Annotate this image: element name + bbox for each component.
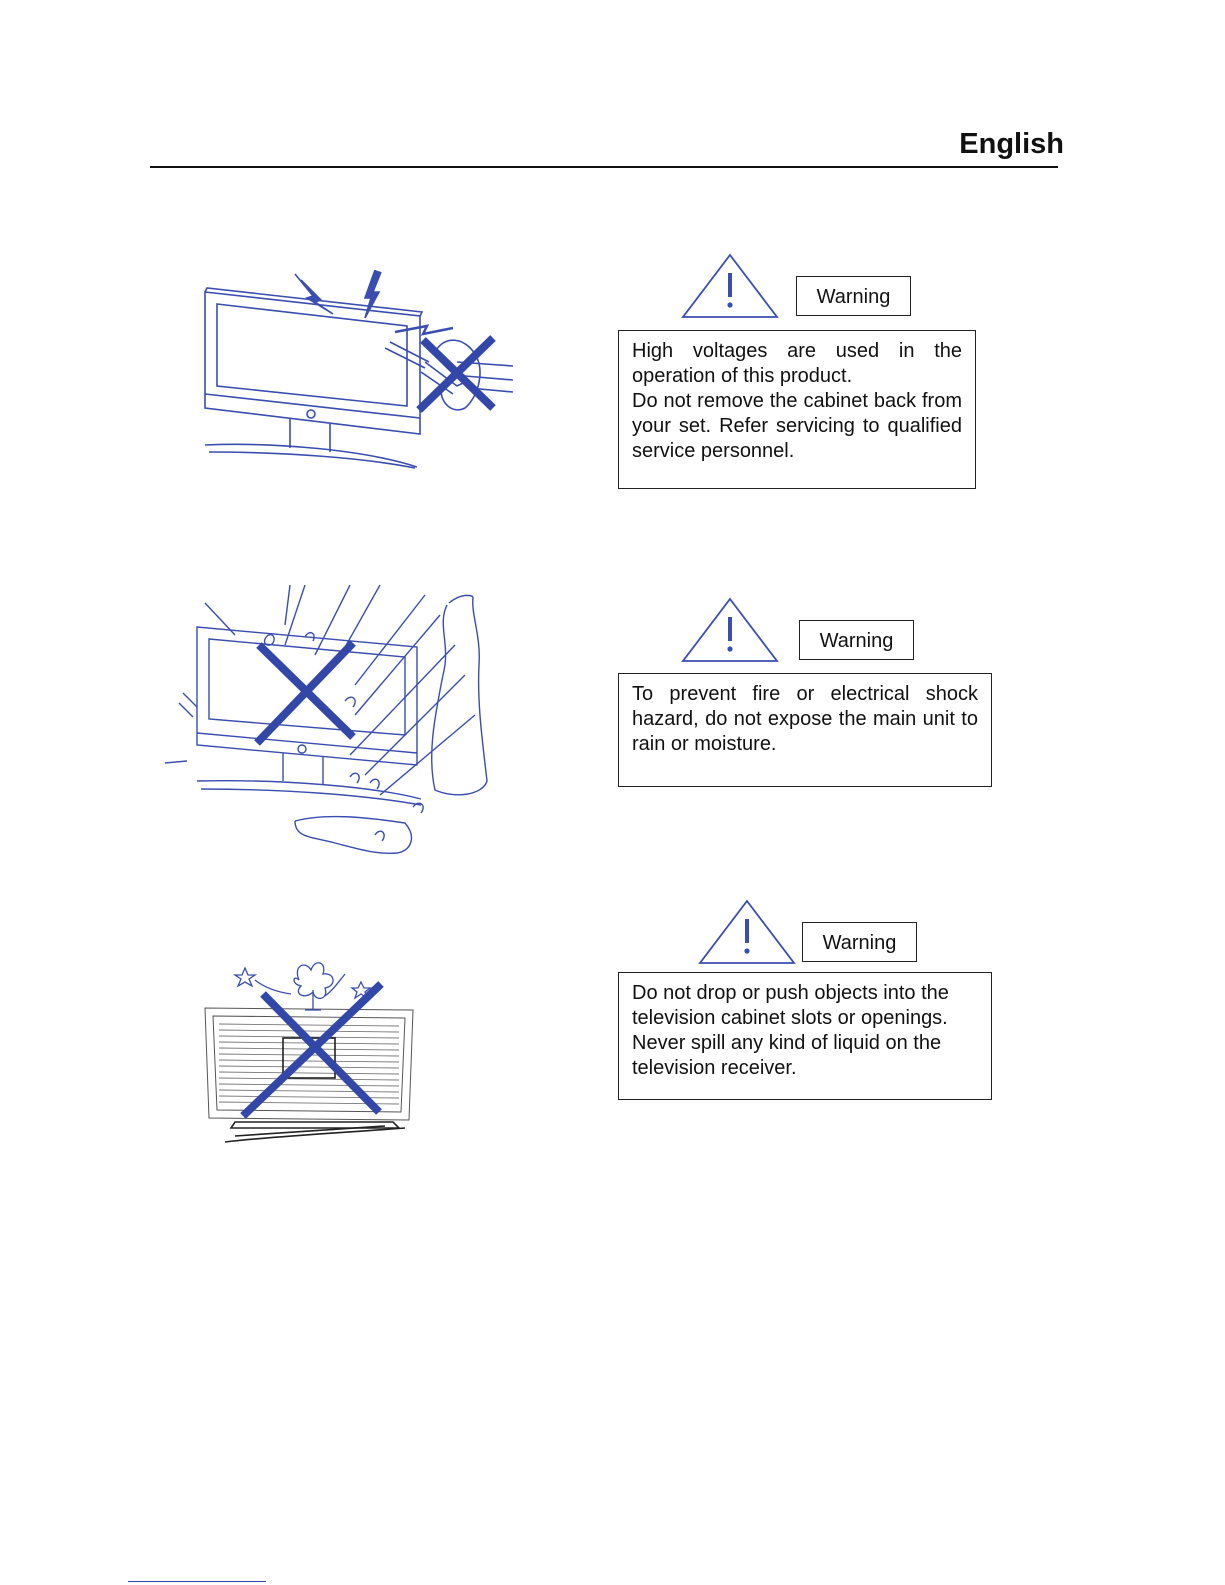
tv-rain-moisture-illustration: [165, 585, 495, 857]
tv-back-liquid-illustration: [195, 950, 430, 1168]
warning-text: Do not remove the cabinet back from your set. Refer servicing to qualified service personnel.: [632, 390, 962, 462]
warning-message-box: [618, 330, 976, 489]
warning-message-box: [618, 673, 992, 787]
tv-electric-shock-illustration: [195, 262, 525, 472]
warning-label: Warning: [796, 276, 911, 316]
warning-text: To prevent fire or electrical shock hazard, do not expose the main unit to rain or moisture.: [632, 683, 978, 755]
footer-line: [128, 1581, 266, 1582]
page-language-heading: English: [959, 128, 1064, 160]
warning-text: Do not drop or push objects into the television cabinet slots or openings. Never spill any kind of liquid on the television receiver.: [632, 982, 949, 1079]
warning-label: Warning: [799, 620, 914, 660]
warning-triangle-icon: [681, 253, 779, 319]
header-divider: [150, 166, 1058, 168]
warning-message-box: [618, 972, 992, 1100]
warning-triangle-icon: [698, 899, 796, 965]
warning-label: Warning: [802, 922, 917, 962]
warning-triangle-icon: [681, 597, 779, 663]
warning-text: High voltages are used in the operation of this product.: [632, 340, 962, 387]
